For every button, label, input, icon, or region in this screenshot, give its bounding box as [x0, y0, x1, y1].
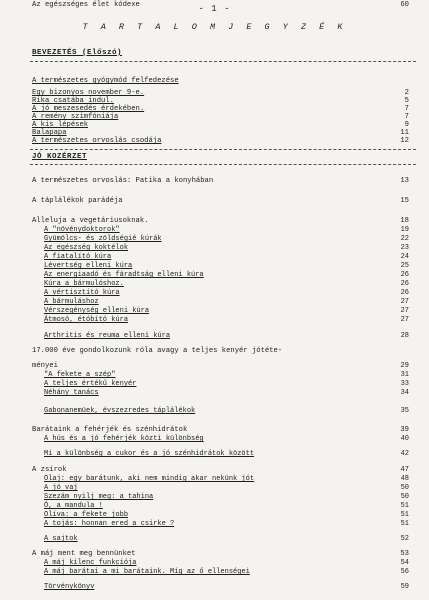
toc-entry-page: 35 — [400, 407, 409, 415]
toc-entry-title: A jó meszesedés érdekében. — [32, 105, 145, 113]
toc-entry — [0, 406, 429, 416]
toc-entry-title: 17.000 éve gondolkozunk róla avagy a teljes kenyér jótéte- — [32, 347, 283, 355]
toc-entry-page: 51 — [400, 520, 409, 528]
toc-entry-page: 28 — [400, 332, 409, 340]
toc-entry-page: 15 — [400, 197, 409, 205]
toc-entry-title: A kis lépések — [32, 121, 89, 129]
toc-entry — [0, 0, 429, 10]
toc-entry-page: 13 — [400, 177, 409, 185]
toc-entry-title: Egy bizonyos november 9-e. — [32, 89, 145, 97]
toc-entry-page: 34 — [400, 389, 409, 397]
toc-entry-title: Átmosó, étóbító kúra — [44, 316, 129, 324]
toc-entry-title: Arthritis és reuma elleni kúra — [44, 332, 171, 340]
toc-entry-page: 50 — [400, 493, 409, 501]
toc-entry-title: Az energiaadó és fáradtság elleni kúra — [44, 271, 204, 279]
toc-entry-title: Az egészséges élet kódexe — [32, 1, 140, 9]
toc-entry-page: 7 — [404, 105, 409, 113]
toc-entry-title: A máj kilenc funkciója — [44, 559, 137, 567]
page-title: T A R T A L O M J E G Y Z É K — [82, 22, 347, 32]
toc-entry-title: Lévertség elleni kúra — [44, 262, 133, 270]
toc-entry — [0, 519, 429, 529]
toc-entry-page: 27 — [400, 307, 409, 315]
toc-entry-page: 25 — [400, 262, 409, 270]
toc-entry — [0, 346, 429, 356]
toc-entry-title: Alleluja a vegetáriusoknak. — [32, 217, 149, 225]
toc-entry-page: 59 — [400, 583, 409, 591]
toc-entry-title: Balapapa — [32, 129, 67, 137]
toc-entry-title: A jó vaj — [44, 484, 78, 492]
toc-entry-page: 48 — [400, 475, 409, 483]
toc-entry-title: Törvénykönyv — [44, 583, 95, 591]
toc-entry-title: A remény szimfóniája — [32, 113, 119, 121]
toc-entry-title: Gyümölcs- és zöldségié kúrák — [44, 235, 162, 243]
toc-entry-title: A természetes orvoslás: Patika a konyhában — [32, 177, 214, 185]
toc-entry-page: 52 — [400, 535, 409, 543]
toc-entry-title: Kúra a bármulóshoz. — [44, 280, 124, 288]
toc-entry-page: 27 — [400, 298, 409, 306]
toc-entry-page: 2 — [404, 89, 409, 97]
toc-entry-page: 23 — [400, 244, 409, 252]
toc-entry-title: A sajtok — [44, 535, 78, 543]
toc-entry-page: 42 — [400, 450, 409, 458]
toc-entry-title: A máj barátai a mi barátaink. Míg az ő ellenségei — [44, 568, 250, 576]
toc-entry — [0, 196, 429, 206]
toc-entry-page: 7 — [404, 113, 409, 121]
toc-entry — [0, 315, 429, 325]
toc-entry-title: A zsírok — [32, 466, 67, 474]
toc-entry-page: 33 — [400, 380, 409, 388]
toc-entry-page: 19 — [400, 226, 409, 234]
toc-entry-title: A természetes gyógymód felfedezése — [32, 77, 179, 85]
toc-entry-title: A máj ment meg bennünket — [32, 550, 136, 558]
toc-entry-title: "A fekete a szép" — [44, 371, 116, 379]
toc-entry-title: Ó, a mandula ! — [44, 502, 103, 510]
toc-entry-title: Szezám nyilj meg: a tahina — [44, 493, 154, 501]
toc-entry-title: Mi a különbség a cukor és a jó szénhidrátok között — [44, 450, 255, 458]
toc-entry-title: Olaj: egy barátunk, aki nem mindig akar nekünk jót — [44, 475, 255, 483]
toc-entry-title: A hús és a jó fehérjék közti különbség — [44, 435, 204, 443]
toc-entry-page: 22 — [400, 235, 409, 243]
toc-entry-page: 12 — [400, 137, 409, 145]
toc-entry-page: 27 — [400, 316, 409, 324]
toc-entry — [0, 176, 429, 186]
toc-entry-page: 54 — [400, 559, 409, 567]
toc-entry-page: 26 — [400, 271, 409, 279]
toc-entry-page: 24 — [400, 253, 409, 261]
toc-entry-title: A "növénydoktorok" — [44, 226, 120, 234]
toc-entry-page: 9 — [404, 121, 409, 129]
toc-entry-title: A bármuláshoz — [44, 298, 99, 306]
toc-entry-title: A táplálékok parádéja — [32, 197, 123, 205]
toc-entry-title: Vérszegénység elleni kúra — [44, 307, 150, 315]
toc-entry — [0, 76, 429, 86]
toc-entry-page: 18 — [400, 217, 409, 225]
toc-entry-title: Rika csatába indul. — [32, 97, 114, 105]
section-heading: JÓ KOZÉRZET — [32, 153, 88, 161]
toc-entry — [0, 567, 429, 577]
section-heading: BEVEZETÉS (Előszó) — [32, 49, 123, 57]
toc-entry-page: 11 — [400, 129, 409, 137]
toc-entry-title: Néhány tanács — [44, 389, 99, 397]
toc-entry-title: Barátaink a fehérjék és szénhidrátok — [32, 426, 188, 434]
toc-entry — [0, 331, 429, 341]
toc-entry-page: 39 — [400, 426, 409, 434]
toc-entry — [0, 449, 429, 459]
toc-entry-page: 60 — [400, 1, 409, 9]
toc-entry-page: 51 — [400, 502, 409, 510]
toc-entry-page: 56 — [400, 568, 409, 576]
toc-entry-page: 26 — [400, 280, 409, 288]
toc-entry — [0, 534, 429, 544]
toc-entry-title: A természetes orvoslás csodája — [32, 137, 162, 145]
toc-entry-page: 29 — [400, 362, 409, 370]
toc-entry-title: Gabonanemüek, évszezredes táplálékok — [44, 407, 196, 415]
toc-entry-title: Olíva: a fekete jobb — [44, 511, 129, 519]
toc-entry-title: A vértisztító kúra — [44, 289, 120, 297]
toc-entry-page: 31 — [400, 371, 409, 379]
toc-entry-title: A teljes értékű kenyér — [44, 380, 137, 388]
toc-entry-page: 26 — [400, 289, 409, 297]
toc-entry-title: A fiatalító kúra — [44, 253, 112, 261]
toc-entry-page: 50 — [400, 484, 409, 492]
toc-entry-page: 53 — [400, 550, 409, 558]
toc-entry-title: Az egészség koktélok — [44, 244, 129, 252]
toc-entry-title: A tojás: honnan ered a csirke ? — [44, 520, 175, 528]
toc-entry-page: 47 — [400, 466, 409, 474]
toc-entry — [0, 434, 429, 444]
page-number: - 1 - — [198, 4, 231, 14]
section-rule — [30, 61, 416, 62]
toc-entry — [0, 136, 429, 146]
toc-entry-page: 51 — [400, 511, 409, 519]
section-rule — [30, 149, 416, 150]
toc-entry-page: 40 — [400, 435, 409, 443]
toc-entry-page: 5 — [404, 97, 409, 105]
toc-entry — [0, 388, 429, 398]
toc-entry — [0, 582, 429, 592]
toc-entry-title: ményei — [32, 362, 58, 370]
section-rule — [30, 164, 416, 165]
